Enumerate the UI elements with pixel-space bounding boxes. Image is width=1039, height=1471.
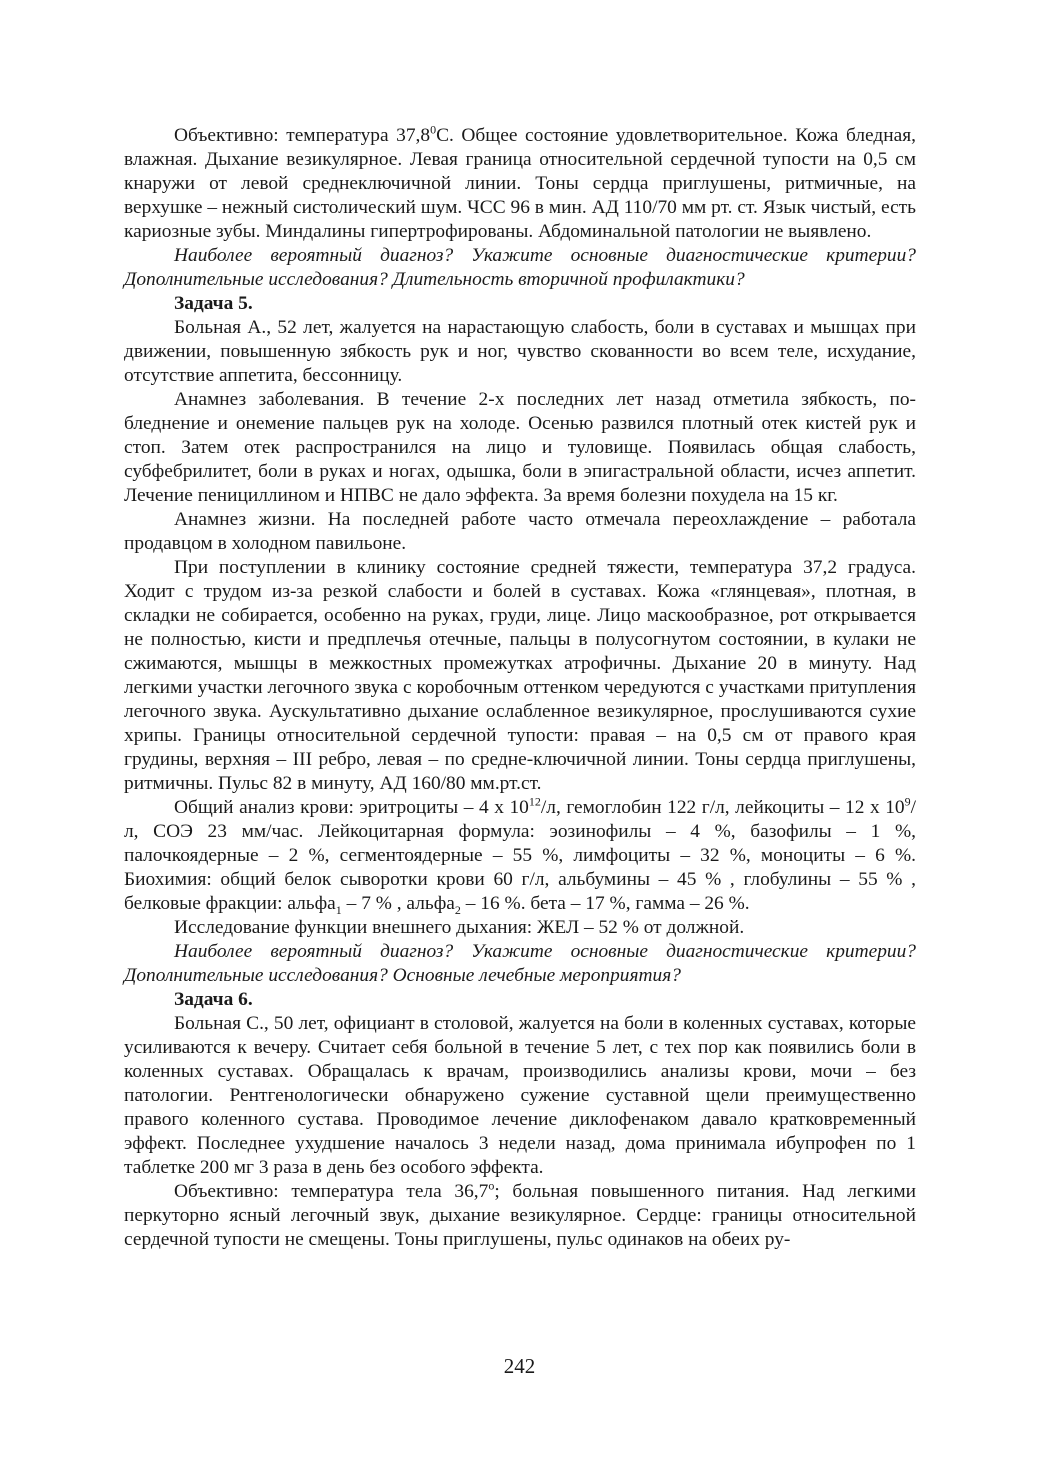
task-5-questions: Наиболее вероятный диагноз? Укажите основные диагностические критерии? Дополнительные исследования? Основные лечебные мероприятия? bbox=[124, 941, 916, 986]
task-5-anamnesis: Анамнез заболевания. В течение 2-х последних лет назад отметила зябкость, побледнение и онемение пальцев рук на холоде. Осенью развился плотный отек кистей рук и стоп. Затем отек распространился на лицо и туловище. Появилась общая слабость, субфебрилитет, боли в руках и ногах, одышка, боли в эпигастральной области, исчез аппетит. Лечение пенициллином и НПВС не дало эффекта. За время болезни похудела на 15 кг. bbox=[124, 389, 916, 506]
task-5-examination: При поступлении в клинику состояние средней тяжести, температура 37,2 градуса. Ходит с трудом из-за резкой слабости и болей в суставах. Кожа «глянцевая», плотная, в складки не собирается, особенно на руках, груди, лице. Лицо маскообразное, рот открывается не полностью, кисти и предплечья отечные, пальцы в полусогнутом состоянии, в кулаки не сжимаются, мышцы в межкостных промежутках атрофичны. Дыхание 20 в минуту. Над легкими участки легочного звука с коробочным оттенком чередуются с участками притупления легочного звука. Аускультативно дыхание ослабленное везикулярное, прослушиваются сухие хрипы. Границы относительной сердечной тупости: правая – на 0,5 см от правого края грудины, верхняя – III ребро, левая – по средне-ключичной линии. Тоны сердца приглушены, ритмичны. Пульс 82 в минуту, АД 160/80 мм.рт.ст. bbox=[124, 557, 916, 794]
page-body bbox=[124, 124, 916, 1252]
task-4-questions: Наиболее вероятный диагноз? Укажите основные диагностические критерии? Дополнительные исследования? Длительность вторичной профилактики? bbox=[124, 245, 916, 290]
task-5-heading: Задача 5. bbox=[174, 293, 253, 314]
task-5-blood-test: Общий анализ крови: эритроциты – 4 х $10^{12}/л$, гемоглобин 122 г/л, лейкоциты – 12 х $10^9/л$, СОЭ 23 мм/час. Лейкоцитарная формула: эозинофилы – 4 %, базофилы – 1 %, палочкоядерные – 2 %, сегментоядерные – 55 %, лимфоциты – 32 %, моноциты – 6 %. Биохимия: общий белок сыворотки крови 60 г/л, альбумины – 45 % , глобулины – 55 % , белковые фракции: альфа$_1$ – 7 % , альфа$_2$ – 16 %. бета – 17 %, гамма – 26 %. bbox=[124, 794, 917, 917]
page-number: 242 bbox=[503, 1354, 536, 1378]
task-6-complaints: Больная С., 50 лет, официант в столовой, жалуется на боли в коленных суставах, которые усиливаются к вечеру. Считает себя больной в течение 5 лет, с тех пор как появились боли в коленных суставах. Обращалась к врачам, производились анализы крови, мочи – без патологии. Рентгенологически обнаружено сужение суставной щели преимущественно правого коленного сустава. Проводимое лечение диклофенаком давало кратковременный эффект. Последнее ухудшение началось 3 недели назад, дома принимала ибупрофен по 1 таблетке 200 мг 3 раза в день без особого эффекта. bbox=[124, 1013, 916, 1178]
task-5-life-anamnesis: Анамнез жизни. На последней работе часто отмечала переохлаждение – работала продавцом в холодном павильоне. bbox=[124, 509, 916, 554]
task-5-breath-test: Исследование функции внешнего дыхания: ЖЕЛ – 52 % от должной. bbox=[174, 917, 745, 938]
task-6-examination: Объективно: температура тела $36,7^о$; больная повышенного питания. Над легкими перкуторно ясный легочный звук, дыхание везикулярное. Сердце: границы относительной сердечной тупости не смещены. Тоны приглушены, пульс одинаков на обеих ру- bbox=[124, 1178, 917, 1250]
paragraph-objective: Объективно: температура 37,8$^0$С. Общее состояние удовлетворительное. Кожа бледная, влажная. Дыхание везикулярное. Левая граница относительной сердечной тупости на 0,5 см кнаружи от левой среднеключичной линии. Тоны сердца приглушены, ритмичные, на верхушке – нежный систолический шум. ЧСС 96 в мин. АД 110/70 мм рт. ст. Язык чистый, есть кариозные зубы. Миндалины гипертрофированы. Абдоминальной патологии не выявлено. bbox=[124, 122, 916, 242]
task-5-complaints: Больная А., 52 лет, жалуется на нарастающую слабость, боли в суставах и мышцах при движении, повышенную зябкость рук и ног, чувство скованности во всем теле, исхудание, отсутствие аппетита, бессонницу. bbox=[124, 317, 916, 386]
task-6-heading: Задача 6. bbox=[174, 989, 253, 1010]
